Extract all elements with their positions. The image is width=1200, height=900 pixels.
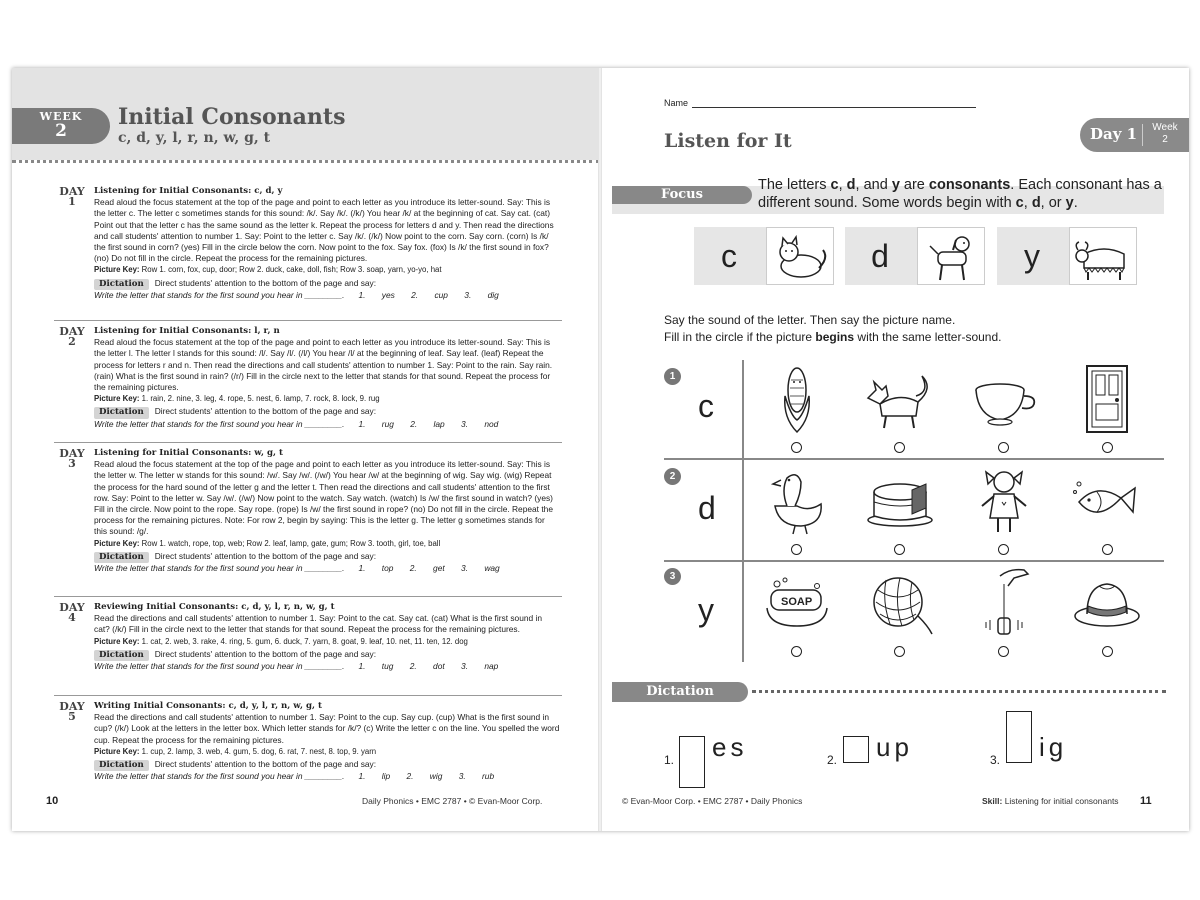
week-tab-label: WEEK xyxy=(39,110,83,123)
grid-row-divider xyxy=(664,560,1164,562)
answer-circle[interactable] xyxy=(1102,544,1113,555)
day-label-number: 5 xyxy=(68,710,76,724)
row-number: 3 xyxy=(664,568,681,585)
duck-icon xyxy=(757,462,837,542)
dictation-word-ending: ig xyxy=(1039,732,1068,762)
answer-circle[interactable] xyxy=(894,442,905,453)
left-page-header xyxy=(12,68,600,160)
dictation-words: 1. lip 2. wig 3. rub xyxy=(358,771,495,782)
hat-icon xyxy=(1067,564,1147,644)
picture-key: Picture Key: Row 1. corn, fox, cup, door; Row 2. duck, cake, doll, fish; Row 3. soap, yarn, yo-yo, hat xyxy=(94,265,442,275)
dictation-text: Direct students' attention to the bottom of the page and say: xyxy=(154,277,377,288)
day-instructions-block xyxy=(20,448,560,574)
dictation-word-ending: up xyxy=(876,732,913,762)
answer-circle[interactable] xyxy=(791,544,802,555)
focus-label: Focus xyxy=(612,186,752,204)
dictation-label: Dictation xyxy=(612,682,748,702)
doll-icon xyxy=(964,462,1044,542)
day-separator xyxy=(54,320,562,321)
day-label-number: 1 xyxy=(68,195,76,209)
day-body: Read aloud the focus statement at the top of the page and point to each letter as you introduce its letter-sound. Say: This is the letter c. The letter c sometimes stands for this sound: /k/. Say /k/. (/k/) You hear /k/ at the beginning of cat. Say cat. (cat) Point out that the letter c has the same sound as the letter k. Repeat the process for letters d and y. Then read the directions and call students' attention to number 1. Say: Point to the letter c. Say /k/. (/k/) Now point to the corn. Say corn. (corn) Is /k/ the first sound in corn? (yes) Fill in the circle below the corn. Now point to the fox. Say fox. (fox) Is /k/ the first sound in fox? (no) Do not fill in the circle. Repeat the process for the remaining pictures. xyxy=(94,197,554,264)
picture-key: Picture Key: Row 1. watch, rope, top, web; Row 2. leaf, lamp, gate, gum; Row 3. tooth, girl, toe, ball xyxy=(94,538,441,548)
dictation-number: 1. xyxy=(664,753,675,767)
answer-circle[interactable] xyxy=(894,646,905,657)
dictation-row xyxy=(94,551,560,563)
picture-key: Picture Key: 1. cat, 2. web, 3. rake, 4. ring, 5. gum, 6. duck, 7. yarn, 8. goat, 9. leaf, 10. net, 11. ten, 12. dog xyxy=(94,636,468,646)
dictation-text: Direct students' attention to the bottom of the page and say: xyxy=(154,406,377,417)
day-label-number: 3 xyxy=(68,457,76,471)
left-page xyxy=(12,68,600,831)
answer-circle[interactable] xyxy=(998,646,1009,657)
dictation-letter-box[interactable] xyxy=(843,736,869,763)
day-tab-week-number: 2 xyxy=(1162,134,1168,145)
answer-circle[interactable] xyxy=(894,544,905,555)
day-instructions-block xyxy=(20,701,560,782)
dictation-tag: Dictation xyxy=(94,760,149,771)
page-footer: Daily Phonics • EMC 2787 • © Evan-Moor Corp. xyxy=(362,796,543,806)
day-label xyxy=(54,447,90,471)
dictation-text: Direct students' attention to the bottom of the page and say: xyxy=(154,648,377,659)
day-label-number: 2 xyxy=(68,335,76,349)
row-letter: c xyxy=(698,388,714,424)
day-separator xyxy=(54,596,562,597)
dictation-number: 2. xyxy=(827,753,838,767)
yak-icon xyxy=(1069,227,1137,285)
dictation-words: 1. yes 2. cup 3. dig xyxy=(358,289,499,300)
dictation-line: Write the letter that stands for the first sound you hear in ________. 1. top 2. get 3. wag xyxy=(94,563,500,574)
workbook-spread xyxy=(12,68,1189,831)
dictation-text: Direct students' attention to the bottom of the page and say: xyxy=(154,759,377,770)
day-title: Reviewing Initial Consonants: c, d, y, l, r, n, w, g, t xyxy=(94,602,335,612)
yo-yo-icon xyxy=(964,564,1044,644)
dictation-row xyxy=(94,759,560,771)
dotted-divider xyxy=(12,160,600,163)
day-separator xyxy=(54,442,562,443)
letter-card-y xyxy=(997,227,1137,285)
day-tab-week-label: Week xyxy=(1152,122,1178,133)
day-label-text: DAY xyxy=(59,700,85,713)
day-label-text: DAY xyxy=(59,325,85,338)
day-body: Read the directions and call students' attention to number 1. Say: Point to the cat. Say cat. (cat) What is the first sound in cat? (/k/) Fill in the circle next to the letter that stands for that sound. Repeat the process for the remaining pictures. xyxy=(94,613,543,635)
day-title: Listening for Initial Consonants: c, d, y xyxy=(94,186,283,196)
day-label-text: DAY xyxy=(59,601,85,614)
day-label xyxy=(54,601,90,625)
dictation-letter-box[interactable] xyxy=(679,736,705,788)
page-footer: © Evan-Moor Corp. • EMC 2787 • Daily Phonics xyxy=(622,796,803,806)
dictation-tag: Dictation xyxy=(94,407,149,418)
cup-icon xyxy=(964,360,1044,440)
page-title: Initial Consonants xyxy=(118,104,346,130)
answer-circle[interactable] xyxy=(998,442,1009,453)
right-page xyxy=(602,68,1189,831)
day-title: Listening for Initial Consonants: w, g, t xyxy=(94,448,283,458)
letter-card-d xyxy=(845,227,985,285)
day-instructions-block xyxy=(20,326,560,430)
dictation-row xyxy=(94,278,560,290)
dictation-line: Write the letter that stands for the first sound you hear in ________. 1. rug 2. lap 3. nod xyxy=(94,418,499,429)
day-tab-divider xyxy=(1142,124,1143,146)
dictation-line: Write the letter that stands for the first sound you hear in ________. 1. yes 2. cup 3. dig xyxy=(94,289,499,300)
letter-card-letter: y xyxy=(1024,238,1040,274)
instruction-line-1: Say the sound of the letter. Then say the picture name. xyxy=(664,313,956,327)
row-letter: y xyxy=(698,592,714,628)
svg-text:SOAP: SOAP xyxy=(781,596,813,608)
cake-icon xyxy=(860,462,940,542)
day-instructions-block xyxy=(20,602,560,672)
door-icon xyxy=(1067,360,1147,440)
dictation-words: 1. tug 2. dot 3. nap xyxy=(358,661,499,672)
dictation-words: 1. rug 2. lap 3. nod xyxy=(358,418,499,429)
yarn-icon xyxy=(860,564,940,644)
day-body: Read aloud the focus statement at the top of the page and point to each letter as you introduce its letter-sound. Say: This is the letter w. The letter w stands for this sound: /w/. Say /w/. (/w/) You hear /w/ at the beginning of wig. Say wig. (wig) Repeat the process for the hard sound of the letter g and the letter t. Then read the directions and call students' attention to the first row. Say: Point to the letter w. Say /w/. (/w/) Now point to the watch. Say watch. (watch) Is /w/ the first sound in watch? (yes) Fill in the circle. Now point to the rope. Say rope. (rope) Is /w/ the first sound in rope? (no) Do not fill in the circle. Repeat the process for the remaining pictures. Note: For row 2, begin by saying: This is the letter g. The letter g sometimes stands for this sound: /g/. xyxy=(94,459,553,537)
day-separator xyxy=(54,695,562,696)
answer-circle[interactable] xyxy=(998,544,1009,555)
day-tab-week xyxy=(1148,122,1182,146)
day-body: Read the directions and call students' attention to number 1. Say: Point to the cup. Say cup. (cup) What is the first sound in cup? (/k/) Look at the letters in the letter box. Which letter stands for /k/? (c) Write the letter c on the line. You spelled the word cup. Repeat the process for the remaining pictures. xyxy=(94,712,560,745)
row-number: 1 xyxy=(664,368,681,385)
letter-card-c xyxy=(694,227,834,285)
day-label xyxy=(54,700,90,724)
answer-circle[interactable] xyxy=(791,646,802,657)
fish-icon xyxy=(1067,462,1147,542)
answer-circle[interactable] xyxy=(1102,646,1113,657)
answer-circle[interactable] xyxy=(1102,442,1113,453)
picture-key: Picture Key: 1. cup, 2. lamp, 3. web, 4. gum, 5. dog, 6. rat, 7. nest, 8. top, 9. yarn xyxy=(94,746,377,756)
focus-text: The letters c, d, and y are consonants. Each consonant has a different sound. Some words begin with c, d, or y. xyxy=(758,177,1162,211)
dictation-text: Direct students' attention to the bottom of the page and say: xyxy=(154,550,377,561)
letter-card-letter: d xyxy=(871,238,889,274)
day-label-number: 4 xyxy=(68,611,76,625)
instruction-line-2: Fill in the circle if the picture begins with the same letter-sound. xyxy=(664,330,1002,344)
soap-icon xyxy=(757,564,837,644)
grid-vertical-line xyxy=(742,360,744,662)
day-label-text: DAY xyxy=(59,447,85,460)
activity-title: Listen for It xyxy=(664,130,792,152)
day-label xyxy=(54,185,90,209)
name-label: Name xyxy=(664,98,689,108)
dotted-divider xyxy=(752,690,1166,693)
day-label xyxy=(54,325,90,349)
day-tab xyxy=(1080,118,1189,152)
dictation-words: 1. top 2. get 3. wag xyxy=(358,563,500,574)
dictation-tag: Dictation xyxy=(94,650,149,661)
corn-icon xyxy=(757,360,837,440)
dictation-line: Write the letter that stands for the first sound you hear in ________. 1. lip 2. wig 3. rub xyxy=(94,771,495,782)
day-label-text: DAY xyxy=(59,185,85,198)
day-title: Listening for Initial Consonants: l, r, n xyxy=(94,326,280,336)
skill-footer: Skill: Listening for initial consonants xyxy=(982,796,1119,806)
picture-key: Picture Key: 1. rain, 2. nine, 3. leg, 4. rope, 5. nest, 6. lamp, 7. rock, 8. lock, 9. rug xyxy=(94,394,380,404)
day-title: Writing Initial Consonants: c, d, y, l, r, n, w, g, t xyxy=(94,701,322,711)
letter-card-letter: c xyxy=(721,238,737,274)
dictation-line: Write the letter that stands for the first sound you hear in ________. 1. tug 2. dot 3. nap xyxy=(94,661,499,672)
cat-icon xyxy=(766,227,834,285)
day-instructions-block xyxy=(20,186,560,301)
grid-row-divider xyxy=(664,458,1164,460)
activity-instructions xyxy=(664,312,1001,346)
dictation-number: 3. xyxy=(990,753,1001,767)
answer-circle[interactable] xyxy=(791,442,802,453)
dictation-word-ending: es xyxy=(712,732,748,762)
dictation-letter-box[interactable] xyxy=(1006,711,1032,763)
row-number: 2 xyxy=(664,468,681,485)
dictation-tag: Dictation xyxy=(94,279,149,290)
dictation-row xyxy=(94,406,560,418)
name-line[interactable] xyxy=(692,107,976,108)
week-tab xyxy=(12,108,110,144)
page-number: 10 xyxy=(46,795,59,807)
day-tab-day: Day 1 xyxy=(1090,125,1138,143)
page-subtitle: c, d, y, l, r, n, w, g, t xyxy=(118,130,271,146)
dictation-tag: Dictation xyxy=(94,552,149,563)
fox-icon xyxy=(860,360,940,440)
day-body: Read aloud the focus statement at the top of the page and point to each letter as you introduce its letter-sound. Say: This is the letter l. The letter l stands for this sound: /l/. Say /l/. (/l/) You hear /l/ at the beginning of leaf. Say leaf. (leaf) Repeat the process for letters r and n. Then read the directions and call students' attention to number 1. Say: Point to the rain. Say rain. (rain) What is the first sound in rain? (/r/) Fill in the circle next to the letter that stands for that sound. Repeat the process for the remaining pictures. xyxy=(94,337,553,393)
row-letter: d xyxy=(698,490,716,526)
dictation-row xyxy=(94,649,560,661)
dog-icon xyxy=(917,227,985,285)
page-number: 11 xyxy=(1140,795,1152,807)
week-tab-number: 2 xyxy=(55,121,67,141)
